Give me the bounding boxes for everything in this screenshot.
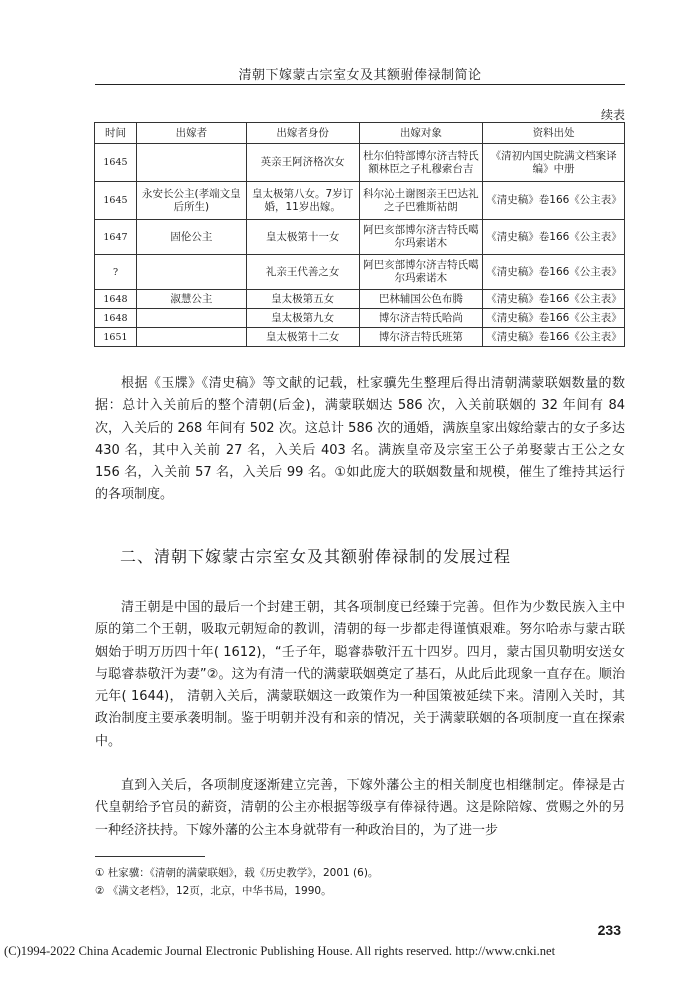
- table-cell: [136, 144, 246, 182]
- table-cell: 《清史稿》卷166《公主表》: [483, 255, 625, 290]
- table-cell: 阿巴亥部博尔济吉特氏噶尔玛索诺木: [359, 255, 483, 290]
- footnote: ① 杜家骥：《清朝的满蒙联姻》，载《历史教学》，2001 (6)。: [95, 867, 379, 879]
- column-header: 出嫁对象: [359, 123, 483, 144]
- table-cell: ?: [95, 255, 137, 290]
- table-row: [95, 328, 625, 347]
- table-cell: 皇太极第九女: [246, 309, 359, 328]
- column-header: 出嫁者身份: [246, 123, 359, 144]
- table-header-row: [95, 123, 625, 144]
- table-cell: [136, 328, 246, 347]
- table-cell: 巴林辅国公色布腾: [359, 290, 483, 309]
- table-cell: 皇太极第十二女: [246, 328, 359, 347]
- body-paragraph: 直到入关后，各项制度逐渐建立完善，下嫁外藩公主的相关制度也相继制定。俸禄是古代皇朝给予官员的薪资，清朝的公主亦根据等级享有俸禄待遇。这是除陪嫁、赏赐之外的另一种经济扶持。下嫁外藩的公主本身就带有一种政治目的，为了进一步: [95, 778, 625, 838]
- table-row: [95, 144, 625, 182]
- table-cell: 《清史稿》卷166《公主表》: [483, 182, 625, 220]
- column-header: 出嫁者: [136, 123, 246, 144]
- table-row: [95, 309, 625, 328]
- table-cell: [136, 255, 246, 290]
- column-header: 时间: [95, 123, 137, 144]
- marriage-table: [94, 122, 625, 347]
- table-cell: 《清初内国史院满文档案译编》中册: [483, 144, 625, 182]
- table-row: [95, 255, 625, 290]
- table-cell: [136, 309, 246, 328]
- header-rule: [95, 84, 625, 85]
- table-cell: 1647: [95, 220, 137, 255]
- section-heading: 二、清朝下嫁蒙古宗室女及其额驸俸禄制的发展过程: [120, 547, 512, 566]
- table-cell: 《清史稿》卷166《公主表》: [483, 290, 625, 309]
- table-cell: 固伦公主: [136, 220, 246, 255]
- table-cell: 永安长公主(孝端文皇后所生): [136, 182, 246, 220]
- table-cell: 1651: [95, 328, 137, 347]
- column-header: 资料出处: [483, 123, 625, 144]
- table-cell: 皇太极第五女: [246, 290, 359, 309]
- table-cell: 英亲王阿济格次女: [246, 144, 359, 182]
- table-cell: 1645: [95, 182, 137, 220]
- table-cell: 1648: [95, 309, 137, 328]
- table-cell: 1645: [95, 144, 137, 182]
- table-row: [95, 182, 625, 220]
- table-cell: 博尔济吉特氏班第: [359, 328, 483, 347]
- table-cell: 博尔济吉特氏哈尚: [359, 309, 483, 328]
- table-cell: 《清史稿》卷166《公主表》: [483, 309, 625, 328]
- table-cell: 淑慧公主: [136, 290, 246, 309]
- body-paragraph: 根据《玉牒》《清史稿》等文献的记载，杜家骥先生整理后得出清朝满蒙联姻数量的数据：总计入关前后的整个清朝(后金)，满蒙联姻达 586 次，入关前联姻的 32 年间有 84 次，入关后的 268 年间有 502 次。这总计 586 次的通婚，满族皇家出嫁给蒙古的女子多达 430 名，其中入关前 27 名，入关后 403 名。满族皇帝及宗室王公子弟娶蒙古王公之女 156 名，入关前 57 名，入关后 99 名。①如此庞大的联姻数量和规模，催生了维持其运行的各项制度。: [95, 376, 625, 503]
- running-title: 清朝下嫁蒙古宗室女及其额驸俸禄制简论: [238, 68, 482, 83]
- table-cell: 科尔沁土谢图亲王巴达礼之子巴雅斯祜朗: [359, 182, 483, 220]
- table-cell: 1648: [95, 290, 137, 309]
- table-cell: 杜尔伯特部博尔济吉特氏额林臣之子札穆索台吉: [359, 144, 483, 182]
- table-row: [95, 220, 625, 255]
- table-cell: 皇太极第十一女: [246, 220, 359, 255]
- footnote: ② 《满文老档》，12页，北京，中华书局，1990。: [95, 885, 332, 897]
- table-cell: 阿巴亥部博尔济吉特氏噶尔玛索诺木: [359, 220, 483, 255]
- table-cell: 《清史稿》卷166《公主表》: [483, 220, 625, 255]
- copyright-footer: (C)1994-2022 China Academic Journal Electronic Publishing House. All rights reserved. http://www.cnki.net: [4, 944, 556, 958]
- table-cell: 皇太极第八女。7岁订婚，11岁出嫁。: [246, 182, 359, 220]
- footnote-rule: [95, 856, 205, 857]
- page-number: 233: [597, 922, 621, 938]
- body-paragraph: 清王朝是中国的最后一个封建王朝，其各项制度已经臻于完善。但作为少数民族入主中原的第二个王朝，吸取元朝短命的教训，清朝的每一步都走得谨慎艰难。努尔哈赤与蒙古联姻始于明万历四十年( 1612)，“壬子年，聪睿恭敬汗五十四岁。四月，蒙古国贝勒明安送女与聪睿恭敬汗为妻”②。这为有清一代的满蒙联姻奠定了基石，从此后此现象一直存在。顺治元年( 1644)， 清朝入关后，满蒙联姻这一政策作为一种国策被延续下来。清刚入关时，其政治制度主要承袭明制。鉴于明朝并没有和亲的情况，关于满蒙联姻的各项制度一直在探索中。: [95, 600, 625, 749]
- table-caption: 续表: [600, 108, 625, 122]
- table-cell: 《清史稿》卷166《公主表》: [483, 328, 625, 347]
- table-row: [95, 290, 625, 309]
- table-cell: 礼亲王代善之女: [246, 255, 359, 290]
